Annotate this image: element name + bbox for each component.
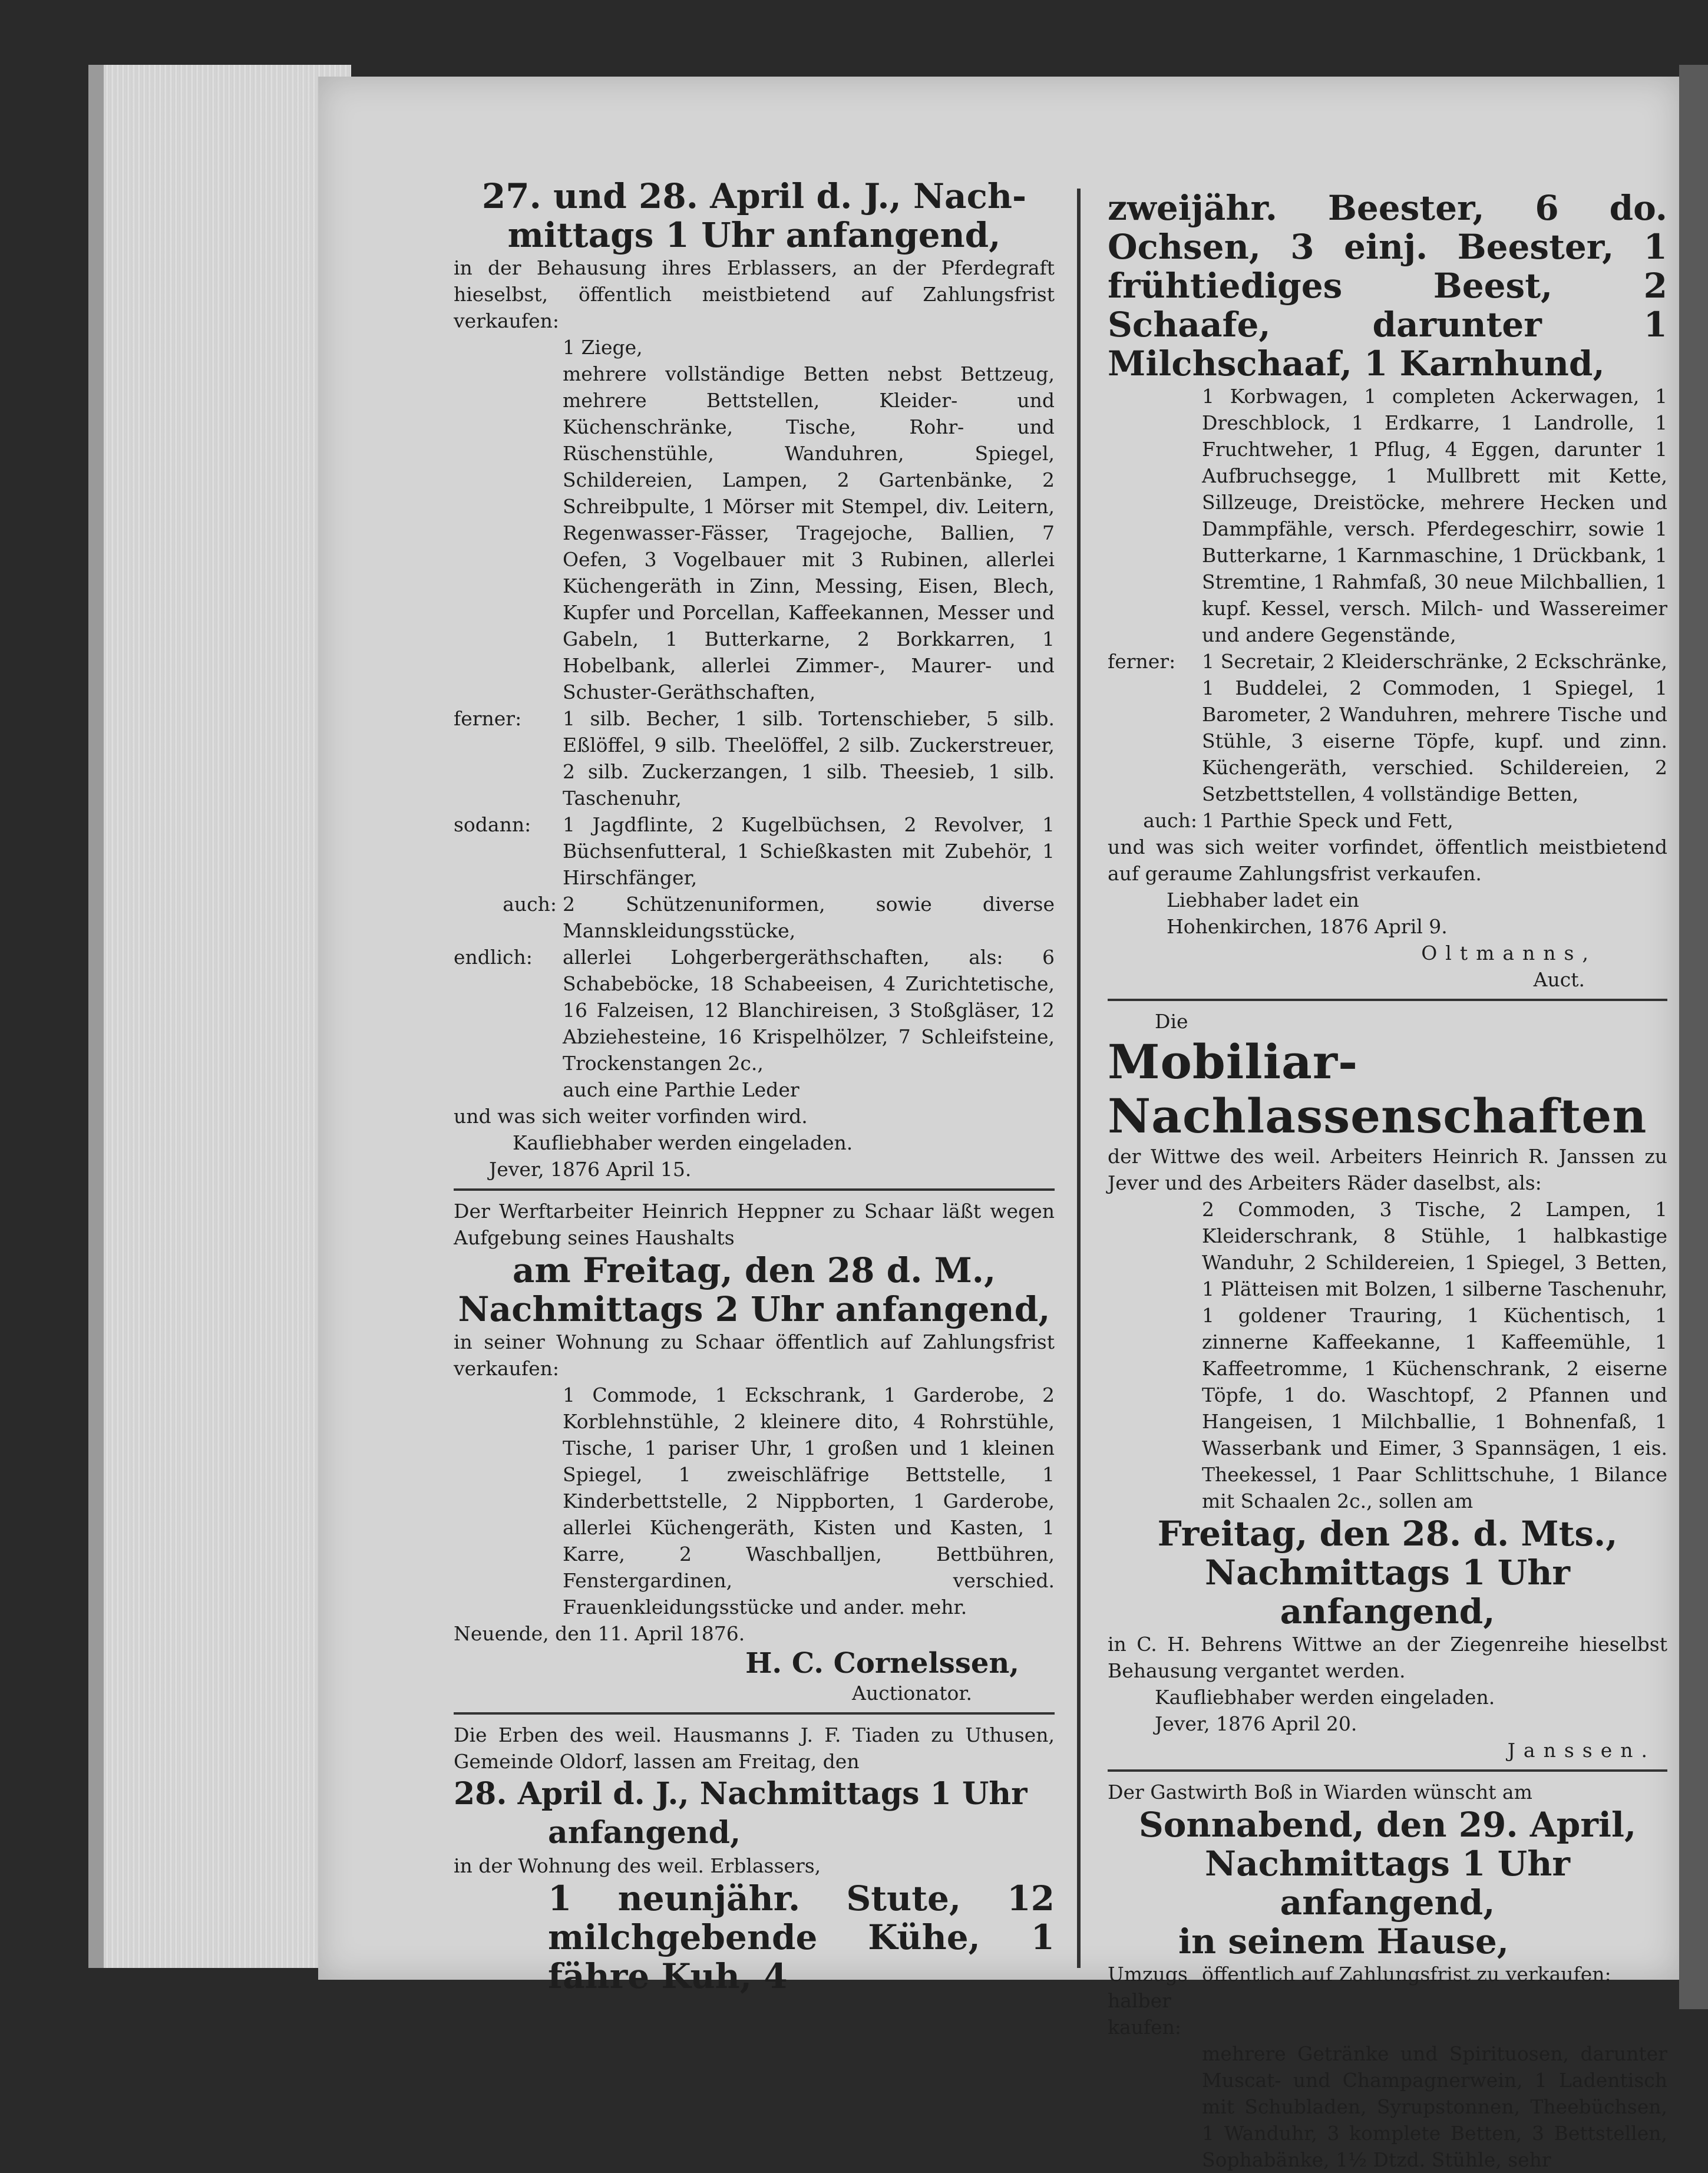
right-column xyxy=(1108,189,1667,2173)
notice2-date-line: am Freitag, den 28 d. M., xyxy=(512,1250,996,1290)
notice2-place-date: Neuende, den 11. April 1876. xyxy=(454,1622,745,1645)
endlich-text: allerlei Lohgerbergeräthschaften, als: 6 Schabeböcke, 18 Schabeeisen, 4 Zurichtetische, 16 Falzeisen, 12 Blanchireisen, 3 Stoßgläser, 12 Abziehesteine, 16 Krispelhölzer, 7 Schleifsteine, Trockenstangen 2c., xyxy=(563,946,1055,1075)
notice1-ferner xyxy=(454,705,1055,811)
notice2-items: 2 Commoden, 3 Tische, 2 Lampen, 1 Kleiderschrank, 8 Stühle, 1 halbkastige Wanduhr, 2 Schildereien, 1 Spiegel, 3 Betten, 1 Plätteisen mit Bolzen, 1 silberne Taschenuhr, 1 goldener Trauring, 1 Küchentisch, 1 zinnerne Kaffeekanne, 1 Kaffeemühle, 1 Kaffeetromme, 1 Küchenschrank, 2 eiserne Töpfe, 1 do. Waschtopf, 2 Pfannen und Hangeisen, 1 Milchballie, 1 Bohnenfaß, 1 Wasserbank und Eimer, 3 Spannsägen, 1 eis. Theekessel, 1 Paar Schlittschuhe, 1 Bilance mit Schaalen 2c., sollen am xyxy=(1202,1198,1667,1512)
notice3-place-line: in seinem Hause, xyxy=(1178,1921,1509,1961)
notice1-endlich xyxy=(454,944,1055,1076)
notice1-cont-items-big: zweijähr. Beester, 6 do. Ochsen, 3 einj. Beester, 1 frühtiediges Beest, 2 Schaafe, darunter 1 Milchschaaf, 1 Karnhund, xyxy=(1108,188,1667,384)
notice1-auch xyxy=(454,891,1055,944)
notice2-items: 1 Commode, 1 Eckschrank, 1 Garderobe, 2 Korblehnstühle, 2 kleinere dito, 4 Rohrstühle, Tische, 1 pariser Uhr, 1 großen und 1 kleinen Spiegel, 1 zweischläfrige Bettstelle, 1 Kinderbettstelle, 2 Nippborten, 1 Garderobe, allerlei Küchengeräth, Kisten und Kasten, 1 Karre, 2 Waschballjen, Bettbühren, Fenstergardinen, verschied. Frauenkleidungsstücke und ander. mehr. xyxy=(563,1383,1055,1619)
separator-rule xyxy=(454,1712,1055,1715)
notice2-invite: Kaufliebhaber werden eingeladen. xyxy=(1155,1686,1495,1709)
notice2-intro: der Wittwe des weil. Arbeiters Heinrich R. Janssen zu Jever und des Arbeiters Räder daselbst, als: xyxy=(1108,1145,1667,1194)
notice1-cont-place-date: Hohenkirchen, 1876 April 9. xyxy=(1167,915,1448,938)
notice2-place-date: Jever, 1876 April 20. xyxy=(1155,1712,1357,1735)
separator-rule xyxy=(1108,1769,1667,1772)
separator-rule xyxy=(454,1188,1055,1191)
sodann-text: 1 Jagdflinte, 2 Kugelbüchsen, 2 Revolver, 1 Büchsenfutteral, 1 Schießkasten mit Zubehör, 1 Hirschfänger, xyxy=(563,813,1055,889)
notice1-invite: Kaufliebhaber werden eingeladen. xyxy=(513,1131,853,1154)
notice2-where: in C. H. Behrens Wittwe an der Ziegenreihe hieselbst Behausung vergantet werden. xyxy=(1108,1633,1667,1682)
notice2-signature: Janssen. xyxy=(1507,1739,1656,1762)
umzugs-label: Umzugs halber xyxy=(1108,1963,1188,2012)
notice3-date-line: Sonnabend, den 29. April, xyxy=(1138,1805,1637,1845)
auch-label: auch: xyxy=(1143,809,1197,832)
facing-page-strip xyxy=(1679,65,1708,2009)
notice2-role: Auctionator. xyxy=(852,1682,972,1705)
notice3-items: mehrere Getränke und Spirituosen, darunter Muscat- und Champagnerwein, 1 Ladentisch mit Schubladen, Syrupstonnen, Theebüchsen, 1 Wanduhr, 3 komplete Betten, 3 Bettstellen, Sophabänke, 1½ Dtzd. Stühle, sehr xyxy=(1202,2042,1667,2171)
notice1-cont-ferner xyxy=(1108,648,1667,807)
notice3-items-big: 1 neunjähr. Stute, 12 milchgebende Kühe, 1 fähre Kuh, 4 xyxy=(548,1878,1055,1996)
notice2-where: in seiner Wohnung zu Schaar öffentlich auf Zahlungsfrist verkaufen: xyxy=(454,1330,1055,1380)
sodann-label: sodann: xyxy=(454,813,531,836)
left-column xyxy=(454,177,1055,1996)
notice3-time-line: Nachmittags 1 Uhr anfangend, xyxy=(1205,1844,1570,1923)
notice3-time-line: anfangend, xyxy=(548,1815,741,1851)
book-page-edges xyxy=(88,65,351,1968)
notice1-cont-closing: und was sich weiter vorfindet, öffentlich meistbietend auf geraume Zahlungsfrist verkaufen. xyxy=(1108,835,1667,885)
notice1-time-line: mittags 1 Uhr anfangend, xyxy=(507,215,1001,255)
ferner-label: ferner: xyxy=(1108,650,1176,673)
notice1-cont-signature: Oltmanns, xyxy=(1421,942,1597,965)
notice1-sodann xyxy=(454,811,1055,891)
ferner-text: 1 Secretair, 2 Kleiderschränke, 2 Eckschränke, 1 Buddelei, 2 Commoden, 1 Spiegel, 1 Barometer, 2 Wanduhren, mehrere Tische und Stühle, 3 eiserne Töpfe, kupf. und zinn. Küchengeräth, verschied. Schildereien, 2 Setzbettstellen, 4 vollständige Betten, xyxy=(1202,650,1667,805)
notice3-date-line: 28. April d. J., Nachmittags 1 Uhr xyxy=(454,1776,1028,1812)
notice1-cont-auch xyxy=(1108,807,1667,834)
notice1-closing: und was sich weiter vorfinden wird. xyxy=(454,1105,808,1128)
notice1-intro: in der Behausung ihres Erblassers, an der Pferdegraft hieselbst, öffentlich meistbietend auf Zahlungsfrist verkaufen: xyxy=(454,256,1055,332)
ferner-text: 1 silb. Becher, 1 silb. Tortenschieber, 5 silb. Eßlöffel, 9 silb. Theelöffel, 2 silb. Zuckerstreuer, 2 silb. Zuckerzangen, 1 silb. Theesieb, 1 silb. Taschenuhr, xyxy=(563,707,1055,810)
notice1-place-date: Jever, 1876 April 15. xyxy=(489,1158,692,1181)
notice3-intro: Die Erben des weil. Hausmanns J. F. Tiaden zu Uthusen, Gemeinde Oldorf, lassen am Freitag, den xyxy=(454,1723,1055,1773)
notice1-cont-items: 1 Korbwagen, 1 completen Ackerwagen, 1 Dreschblock, 1 Erdkarre, 1 Landrolle, 1 Fruchtweher, 1 Pflug, 4 Eggen, darunter 1 Aufbruchsegge, 1 Mullbrett mit Kette, Sillzeuge, Dreistöcke, mehrere Hecken und Dammpfähle, versch. Pferdegeschirr, sowie 1 Butterkarne, 1 Karnmaschine, 1 Drückbank, 1 Stremtine, 1 Rahmfaß, 30 neue Milchballien, 1 kupf. Kessel, versch. Milch- und Wassereimer und andere Gegenstände, xyxy=(1202,385,1667,646)
ferner-label: ferner: xyxy=(454,707,522,730)
kaufen-label: kaufen: xyxy=(1108,2016,1182,2039)
endlich-label: endlich: xyxy=(454,946,533,969)
notice1-cont-invite: Liebhaber ladet ein xyxy=(1167,889,1359,912)
separator-rule xyxy=(1108,999,1667,1001)
auch-label: auch: xyxy=(503,893,557,916)
auch-text: 2 Schützenuniformen, sowie diverse Mannskleidungsstücke, xyxy=(563,893,1055,942)
notice2-headline: Mobiliar-Nachlassenschaften xyxy=(1108,1034,1647,1144)
notice2-time-line: Nachmittags 2 Uhr anfangend, xyxy=(458,1289,1050,1329)
notice3-where: in der Wohnung des weil. Erblassers, xyxy=(454,1854,821,1877)
notice2-intro: Der Werftarbeiter Heinrich Heppner zu Schaar läßt wegen Aufgebung seines Haushalts xyxy=(454,1200,1055,1249)
notice1-items-b: mehrere vollständige Betten nebst Bettzeug, mehrere Bettstellen, Kleider- und Küchenschränke, Tische, Rohr- und Rüschenstühle, Wanduhren, Spiegel, Schildereien, Lampen, 2 Gartenbänke, 2 Schreibpulte, 1 Mörser mit Stempel, div. Leitern, Regenwasser-Fässer, Tragejoche, Ballien, 7 Oefen, 3 Vogelbauer mit 3 Rubinen, allerlei Küchengeräth in Zinn, Messing, Eisen, Blech, Kupfer und Porcellan, Kaffeekannen, Messer und Gabeln, 1 Butterkarne, 2 Borkkarren, 1 Hobelbank, allerlei Zimmer-, Maurer- und Schuster-Geräthschaften, xyxy=(563,362,1055,704)
notice3-umzugs xyxy=(1108,1961,1667,2014)
auch-text: 1 Parthie Speck und Fett, xyxy=(1202,809,1453,832)
notice2-time-line: Nachmittags 1 Uhr anfangend, xyxy=(1205,1553,1570,1632)
column-divider xyxy=(1077,189,1081,1968)
notice3-intro: Der Gastwirth Boß in Wiarden wünscht am xyxy=(1108,1781,1532,1804)
umzugs-text: öffentlich auf Zahlungsfrist zu verkaufen: xyxy=(1202,1963,1611,1986)
notice1-leder: auch eine Parthie Leder xyxy=(563,1078,800,1101)
notice1-items-a: 1 Ziege, xyxy=(563,336,643,359)
notice1-cont-role: Auct. xyxy=(1533,968,1585,991)
notice2-date-line: Freitag, den 28. d. Mts., xyxy=(1157,1514,1618,1554)
notice2-signature: H. C. Cornelssen, xyxy=(745,1647,1019,1680)
notice1-date-line: 27. und 28. April d. J., Nach- xyxy=(481,176,1027,216)
notice2-die: Die xyxy=(1155,1010,1188,1033)
